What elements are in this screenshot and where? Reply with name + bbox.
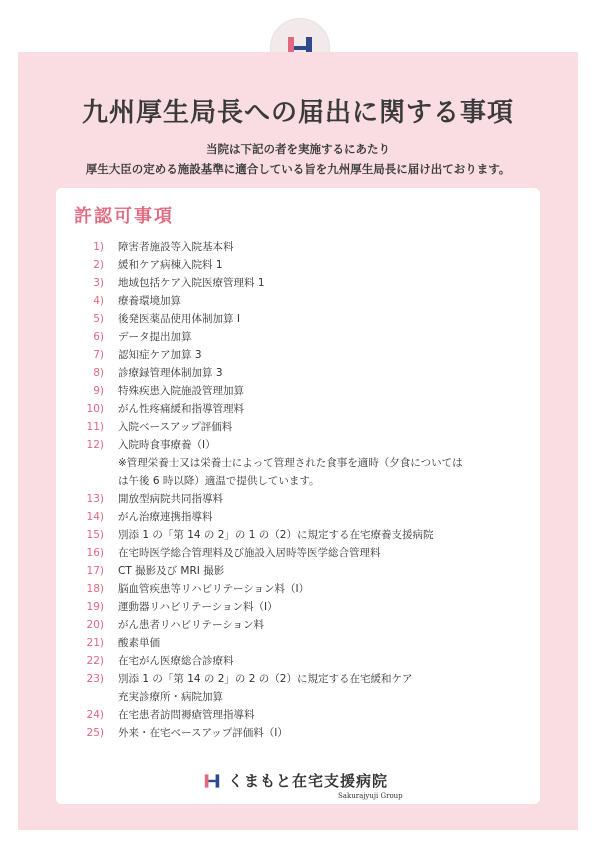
item-text	[118, 382, 540, 400]
item-line: 療養環境加算	[118, 295, 181, 307]
hospital-name: くまもと在宅支援病院	[228, 772, 389, 790]
item-line: 運動器リハビリテーション料（Ⅰ）	[118, 601, 278, 613]
item-text	[118, 238, 540, 256]
list-item	[56, 598, 540, 616]
list-item	[56, 328, 540, 346]
item-number: 18)	[86, 583, 104, 595]
item-line: 後発医薬品使用体制加算 I	[118, 313, 240, 325]
list-item	[56, 526, 540, 544]
item-text	[118, 256, 540, 274]
item-number: 17)	[86, 565, 104, 577]
item-number: 20)	[86, 619, 104, 631]
list-item	[56, 634, 540, 652]
list-item	[56, 346, 540, 364]
item-text	[118, 526, 540, 544]
item-line: CT 撮影及び MRI 撮影	[118, 565, 225, 577]
item-number: 22)	[86, 655, 104, 667]
list-item	[56, 706, 540, 724]
list-item	[56, 238, 540, 256]
list-item	[56, 364, 540, 382]
item-line: 入院ベースアップ評価料	[118, 421, 233, 433]
item-number: 1)	[93, 241, 104, 253]
list-item	[56, 490, 540, 508]
item-number: 19)	[86, 601, 104, 613]
item-line: データ提出加算	[118, 331, 192, 343]
item-text	[118, 328, 540, 346]
item-number: 24)	[86, 709, 104, 721]
item-text	[118, 436, 540, 490]
item-text	[118, 670, 540, 706]
list-item	[56, 562, 540, 580]
item-text	[118, 724, 540, 742]
item-text	[118, 274, 540, 292]
item-line: 緩和ケア病棟入院料 1	[118, 259, 223, 271]
item-number: 8)	[93, 367, 104, 379]
item-number: 5)	[93, 313, 104, 325]
item-text	[118, 616, 540, 634]
item-line: 開放型病院共同指導料	[118, 493, 223, 505]
group-name: Sakurajyuji Group	[338, 792, 403, 800]
item-number: 12)	[86, 439, 104, 451]
item-line: 充実診療所・病院加算	[118, 691, 223, 703]
item-line: 入院時食事療養（Ⅰ）	[118, 439, 216, 451]
item-line: 在宅がん医療総合診療料	[118, 655, 234, 667]
item-number: 9)	[93, 385, 104, 397]
item-line: 脳血管疾患等リハビリテーション料（Ⅰ）	[118, 583, 310, 595]
item-text	[118, 292, 540, 310]
item-number: 7)	[93, 349, 104, 361]
item-number: 11)	[86, 421, 104, 433]
item-text	[118, 490, 540, 508]
page-title: 九州厚生局長への届出に関する事項	[81, 98, 514, 128]
license-list	[56, 238, 540, 742]
item-text	[118, 364, 540, 382]
list-item	[56, 580, 540, 598]
item-line: 認知症ケア加算 3	[118, 349, 202, 361]
item-text	[118, 346, 540, 364]
list-item	[56, 436, 540, 490]
item-line: がん治療連携指導料	[118, 511, 213, 523]
list-item	[56, 274, 540, 292]
item-line: がん性疼痛緩和指導管理料	[118, 403, 244, 415]
item-line: 酸素単価	[118, 637, 160, 649]
item-text	[118, 310, 540, 328]
list-item	[56, 418, 540, 436]
intro-line-2: 厚生大臣の定める施設基準に適合している旨を九州厚生局長に届け出ております。	[85, 162, 511, 176]
list-item	[56, 616, 540, 634]
item-text	[118, 418, 540, 436]
list-item	[56, 292, 540, 310]
intro-line-1: 当院は下記の者を実施するにあたり	[206, 142, 390, 156]
item-line: 地域包括ケア入院医療管理料 1	[118, 277, 265, 289]
footer-logo	[202, 770, 388, 791]
list-item	[56, 670, 540, 706]
list-item	[56, 508, 540, 526]
item-line: 障害者施設等入院基本料	[118, 241, 234, 253]
item-number: 25)	[86, 727, 104, 739]
item-text	[118, 598, 540, 616]
item-line: 別添 1 の「第 14 の 2」の 2 の（2）に規定する在宅緩和ケア	[118, 673, 413, 685]
item-line: は午後 6 時以降）適温で提供しています。	[118, 475, 320, 487]
item-text	[118, 580, 540, 598]
item-line: 外来・在宅ベースアップ評価料（Ⅰ）	[118, 727, 288, 739]
item-number: 23)	[86, 673, 104, 685]
item-number: 16)	[86, 547, 104, 559]
card-title: 許認可事項	[74, 206, 174, 227]
item-number: 3)	[93, 277, 104, 289]
list-item	[56, 652, 540, 670]
item-number: 10)	[86, 403, 104, 415]
list-item	[56, 310, 540, 328]
list-item	[56, 724, 540, 742]
item-number: 6)	[93, 331, 104, 343]
intro-text	[0, 139, 596, 179]
license-card	[56, 188, 540, 804]
item-number: 14)	[86, 511, 104, 523]
item-number: 15)	[86, 529, 104, 541]
item-line: 特殊疾患入院施設管理加算	[118, 385, 244, 397]
item-text	[118, 634, 540, 652]
list-item	[56, 400, 540, 418]
item-text	[118, 652, 540, 670]
item-text	[118, 508, 540, 526]
item-number: 21)	[86, 637, 104, 649]
item-number: 2)	[93, 259, 104, 271]
item-line: 診療録管理体制加算 3	[118, 367, 223, 379]
list-item	[56, 256, 540, 274]
list-item	[56, 544, 540, 562]
item-number: 4)	[93, 295, 104, 307]
item-text	[118, 544, 540, 562]
item-line: 在宅時医学総合管理料及び施設入居時等医学総合管理料	[118, 547, 381, 559]
item-line: 別添 1 の「第 14 の 2」の 1 の（2）に規定する在宅療養支援病院	[118, 529, 434, 541]
item-text	[118, 562, 540, 580]
item-line: 在宅患者訪問褥瘡管理指導料	[118, 709, 255, 721]
item-line: ※管理栄養士又は栄養士によって管理された食事を適時（夕食については	[118, 457, 463, 469]
list-item	[56, 382, 540, 400]
item-number: 13)	[86, 493, 104, 505]
item-text	[118, 400, 540, 418]
h-logo-small-icon	[202, 772, 222, 790]
item-text	[118, 706, 540, 724]
item-line: がん患者リハビリテーション料	[118, 619, 265, 631]
